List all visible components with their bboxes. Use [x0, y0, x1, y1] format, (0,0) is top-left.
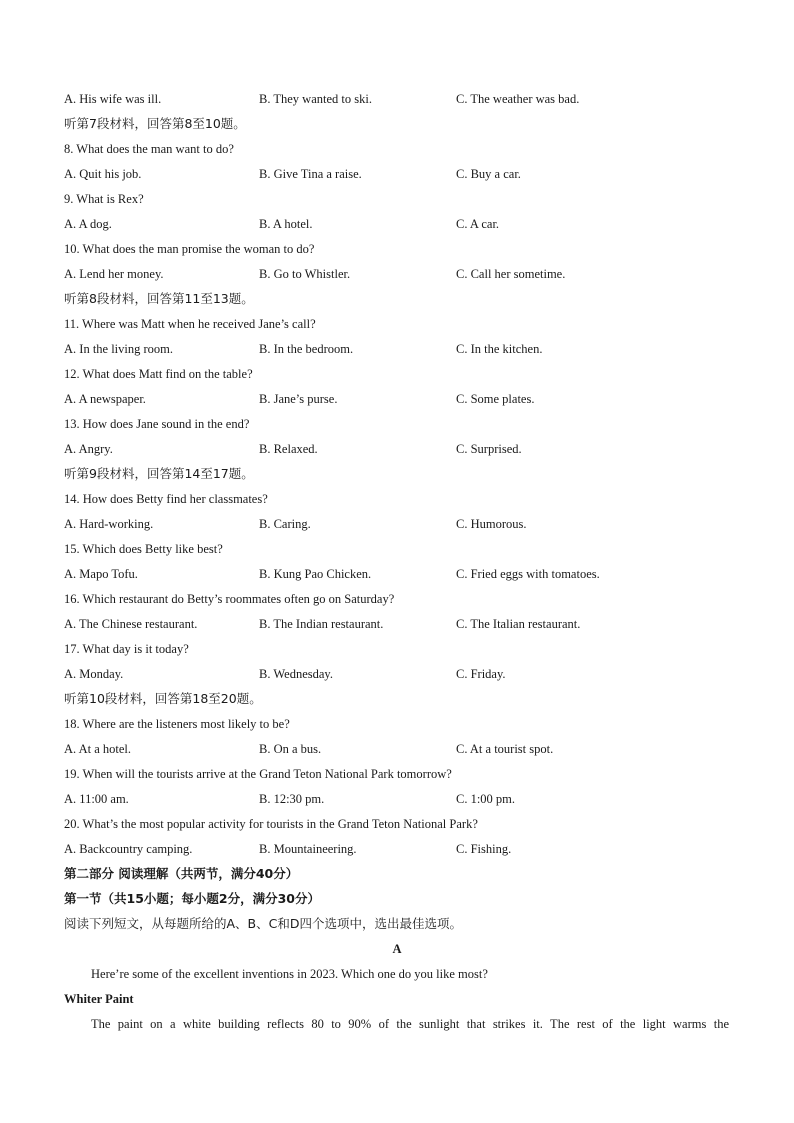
option-a: A. Quit his job. — [64, 167, 142, 181]
option-b: B. The Indian restaurant. — [259, 617, 384, 631]
option-c: C. 1:00 pm. — [456, 792, 516, 806]
option-a: A. In the living room. — [64, 342, 174, 356]
instruction-text: 听第10段材料，回答第18至20题。 — [64, 691, 262, 706]
section-heading: 第二部分 阅读理解（共两节，满分40分） — [64, 866, 299, 881]
option-a: A. Lend her money. — [64, 267, 164, 281]
option-c: C. Call her sometime. — [456, 267, 566, 281]
question-text: 14. How does Betty find her classmates? — [64, 492, 268, 506]
question-text: 8. What does the man want to do? — [64, 142, 234, 156]
option-b: B. Relaxed. — [259, 442, 318, 456]
subsection-heading: 第一节（共15小题；每小题2分，满分30分） — [64, 891, 320, 906]
question-text: 11. Where was Matt when he received Jane’s call? — [64, 317, 316, 331]
option-b: B. Caring. — [259, 517, 311, 531]
question-text: 16. Which restaurant do Betty’s roommates often go on Saturday? — [64, 592, 395, 606]
option-a: A. His wife was ill. — [64, 92, 162, 106]
option-a: A. The Chinese restaurant. — [64, 617, 198, 631]
option-c: C. Friday. — [456, 667, 506, 681]
question-text: 13. How does Jane sound in the end? — [64, 417, 250, 431]
option-c: C. In the kitchen. — [456, 342, 543, 356]
option-b: B. In the bedroom. — [259, 342, 354, 356]
option-c: C. Fried eggs with tomatoes. — [456, 567, 600, 581]
option-a: A. At a hotel. — [64, 742, 132, 756]
question-text: 10. What does the man promise the woman to do? — [64, 242, 315, 256]
option-a: A. Angry. — [64, 442, 113, 456]
option-a: A. Monday. — [64, 667, 124, 681]
option-c: C. The Italian restaurant. — [456, 617, 581, 631]
instruction-text: 听第7段材料，回答第8至10题。 — [64, 116, 246, 131]
option-b: B. Kung Pao Chicken. — [259, 567, 372, 581]
question-text: 9. What is Rex? — [64, 192, 144, 206]
option-a: A. Backcountry camping. — [64, 842, 193, 856]
option-b: B. Go to Whistler. — [259, 267, 351, 281]
option-a: A. Mapo Tofu. — [64, 567, 138, 581]
option-b: B. Wednesday. — [259, 667, 333, 681]
option-c: C. At a tourist spot. — [456, 742, 554, 756]
question-text: 19. When will the tourists arrive at the Grand Teton National Park tomorrow? — [64, 767, 452, 781]
instruction-text: 听第9段材料，回答第14至17题。 — [64, 466, 254, 481]
option-b: B. Jane’s purse. — [259, 392, 338, 406]
question-text: 17. What day is it today? — [64, 642, 189, 656]
option-b: B. They wanted to ski. — [259, 92, 372, 106]
passage-intro: Here’re some of the excellent inventions in 2023. Which one do you like most? — [91, 967, 488, 981]
option-a: A. A dog. — [64, 217, 112, 231]
question-text: 15. Which does Betty like best? — [64, 542, 223, 556]
option-b: B. Mountaineering. — [259, 842, 357, 856]
option-c: C. Buy a car. — [456, 167, 521, 181]
option-c: C. Fishing. — [456, 842, 512, 856]
question-text: 20. What’s the most popular activity for tourists in the Grand Teton National Park? — [64, 817, 478, 831]
question-text: 18. Where are the listeners most likely to be? — [64, 717, 290, 731]
option-a: A. 11:00 am. — [64, 792, 129, 806]
instruction-text: 听第8段材料，回答第11至13题。 — [64, 291, 254, 306]
option-c: C. Humorous. — [456, 517, 527, 531]
option-c: C. Surprised. — [456, 442, 522, 456]
option-c: C. A car. — [456, 217, 500, 231]
option-b: B. Give Tina a raise. — [259, 167, 362, 181]
option-b: B. 12:30 pm. — [259, 792, 325, 806]
option-c: C. The weather was bad. — [456, 92, 580, 106]
option-c: C. Some plates. — [456, 392, 535, 406]
article-paragraph: The paint on a white building reflects 80 to 90% of the sunlight that strikes it. The rest of the light warms the — [91, 1017, 729, 1031]
question-text: 12. What does Matt find on the table? — [64, 367, 253, 381]
option-b: B. A hotel. — [259, 217, 313, 231]
instruction-text: 阅读下列短文，从每题所给的A、B、C和D四个选项中，选出最佳选项。 — [64, 916, 462, 931]
article-heading: Whiter Paint — [64, 992, 134, 1006]
passage-label: A — [392, 942, 402, 956]
option-b: B. On a bus. — [259, 742, 322, 756]
option-a: A. Hard-working. — [64, 517, 154, 531]
option-a: A. A newspaper. — [64, 392, 146, 406]
